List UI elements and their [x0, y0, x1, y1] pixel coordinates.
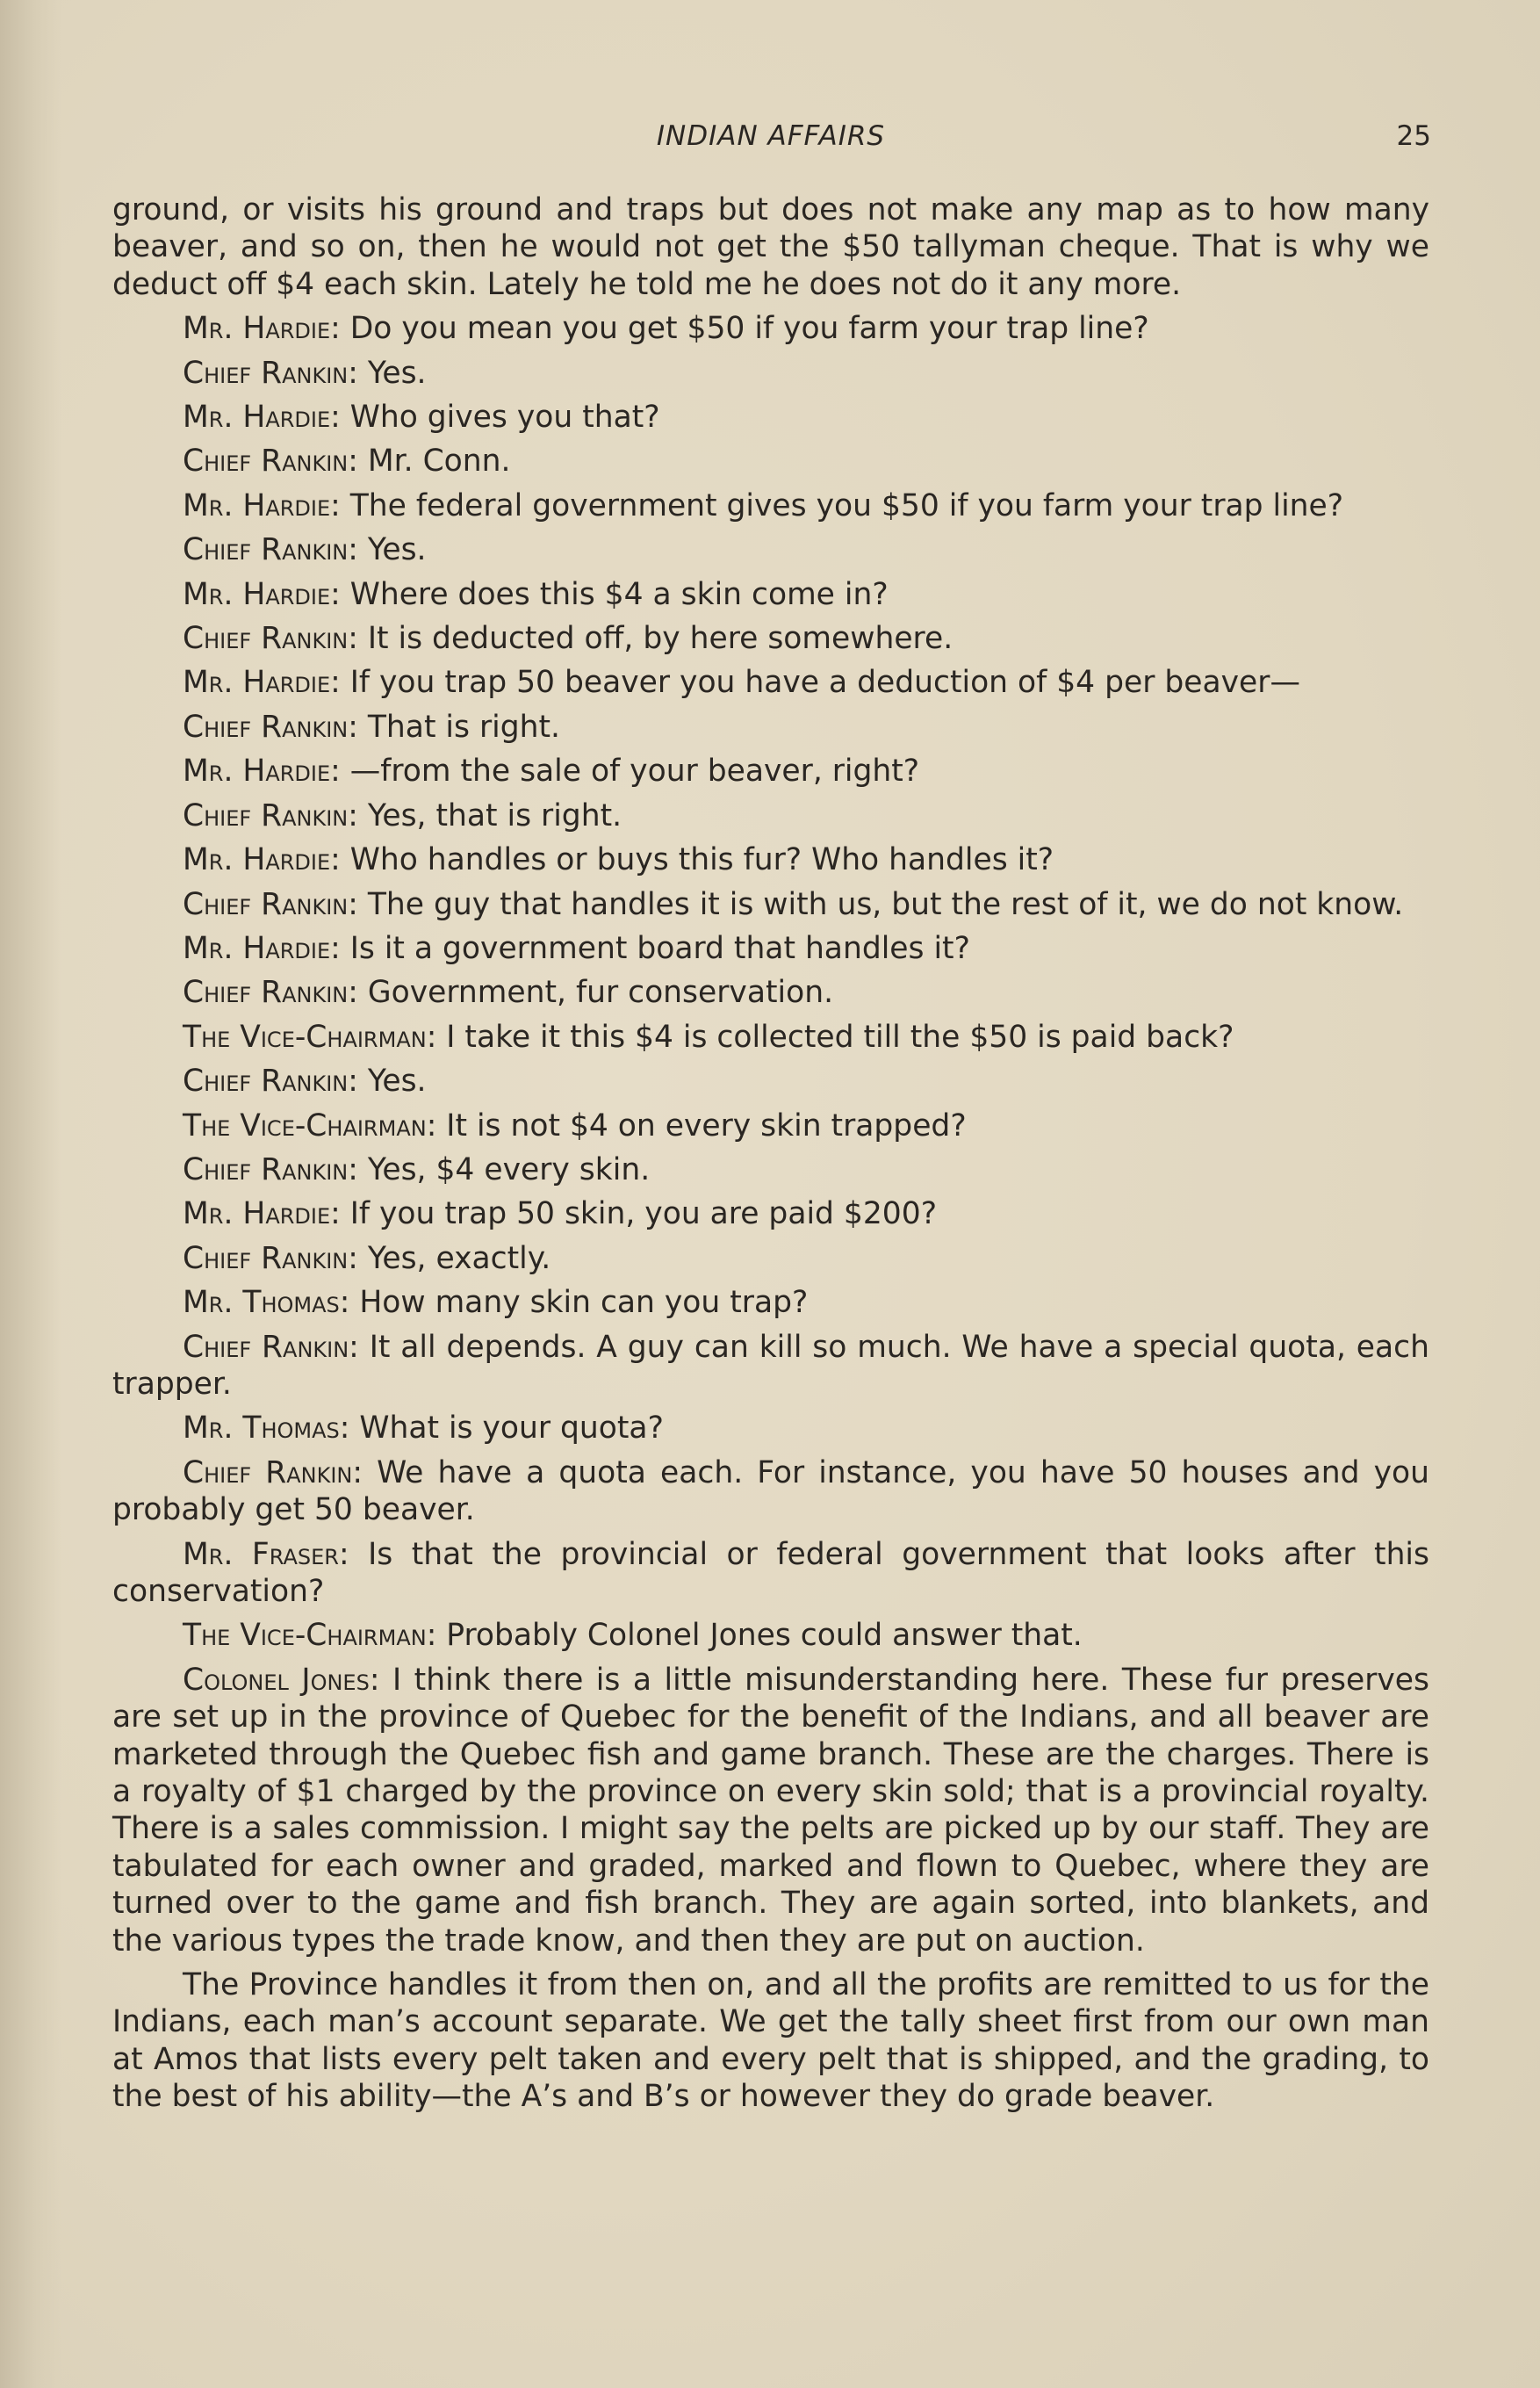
speaker-name: Chief Rankin:: [183, 1329, 359, 1365]
paragraph: [112, 930, 1429, 967]
speaker-name: Mr. Hardie:: [183, 487, 341, 523]
speaker-name: Chief Rankin:: [183, 532, 358, 568]
paragraph-text: The Province handles it from then on, and all the profits are remitted to us for the Indians, each man’s account separate. We get the tally sheet first from our own man at Amos that lists every pelt taken and every pelt that is shipped, and the grading, to the best of his ability—the A’s and B’s or however they do grade beaver.: [112, 1967, 1429, 2115]
paragraph-text: Do you mean you get $50 if you farm your trap line?: [340, 311, 1149, 347]
speaker-name: Chief Rankin:: [183, 797, 358, 833]
paragraph: [112, 399, 1429, 436]
paragraph: [112, 531, 1429, 568]
speaker-name: Mr. Thomas:: [183, 1410, 350, 1447]
paragraph: [112, 1966, 1429, 2116]
paragraph-text: Yes.: [357, 355, 427, 391]
paragraph-text: Yes, $4 every skin.: [357, 1151, 651, 1187]
speaker-name: The Vice-Chairman:: [183, 1618, 437, 1654]
speaker-name: Mr. Fraser:: [183, 1536, 349, 1572]
paragraph: [112, 1410, 1429, 1447]
paragraph: [112, 443, 1429, 480]
paragraph-text: Is it a government board that handles it?: [340, 930, 970, 966]
paragraph: [112, 191, 1429, 303]
paragraph: [112, 1107, 1429, 1144]
paragraph-text: If you trap 50 beaver you have a deduction of $4 per beaver—: [340, 665, 1300, 701]
paragraph: [112, 1329, 1429, 1403]
paragraph-text: —from the sale of your beaver, right?: [340, 754, 920, 790]
paragraph-text: What is your quota?: [349, 1410, 664, 1447]
page-header: [112, 117, 1429, 155]
paragraph: [112, 1063, 1429, 1100]
speaker-name: Mr. Hardie:: [183, 930, 341, 966]
paragraph-text: I think there is a little misunderstanding here. These fur preserves are set up in the province of Quebec for the benefit of the Indians, and all beaver are marketed through the Quebec fish and game branch. These are the charges. There is a royalty of $1 charged by the province on every skin sold; that is a provincial royalty. There is a sales commission. I might say the pelts are picked up by our staff. They are tabulated for each owner and graded, marked and flown to Quebec, where they are turned over to the game and fish branch. They are again sorted, into blankets, and the various types the trade know, and then they are put on auction.: [112, 1662, 1429, 1959]
paragraph: [112, 310, 1429, 347]
speaker-name: The Vice-Chairman:: [183, 1107, 437, 1143]
speaker-name: Colonel Jones:: [183, 1662, 380, 1698]
paragraph-text: If you trap 50 skin, you are paid $200?: [340, 1196, 938, 1232]
paragraph: [112, 487, 1429, 524]
speaker-name: The Vice-Chairman:: [183, 1019, 437, 1055]
paragraph-text: That is right.: [357, 709, 560, 745]
speaker-name: Chief Rankin:: [183, 1151, 358, 1187]
paragraph: [112, 1195, 1429, 1232]
paragraph-text: ground, or visits his ground and traps but does not make any map as to how many beaver, and so on, then he would not get the $50 tallyman cheque. That is why we deduct off $4 each skin. Lately he told me he does not do it any more.: [112, 192, 1429, 302]
paragraph: [112, 1662, 1429, 1959]
paragraph: [112, 709, 1429, 746]
speaker-name: Chief Rankin:: [183, 709, 358, 745]
speaker-name: Chief Rankin:: [183, 444, 358, 480]
paragraph-text: It all depends. A guy can kill so much. We have a special quota, each trapper.: [112, 1329, 1430, 1402]
paragraph: [112, 1454, 1429, 1529]
speaker-name: Chief Rankin:: [183, 355, 358, 391]
speaker-name: Chief Rankin:: [183, 1064, 358, 1100]
paragraph-text: Is that the provincial or federal government that looks after this conservation?: [112, 1536, 1429, 1609]
paragraph-text: We have a quota each. For instance, you have 50 houses and you probably get 50 beaver.: [112, 1454, 1429, 1528]
speaker-name: Mr. Hardie:: [183, 754, 341, 790]
speaker-name: Mr. Hardie:: [183, 665, 341, 701]
paragraph-text: Yes, exactly.: [357, 1240, 551, 1276]
speaker-name: Mr. Hardie:: [183, 311, 341, 347]
paragraph: [112, 355, 1429, 392]
paragraph-text: Who gives you that?: [340, 400, 660, 436]
paragraph-text: Yes.: [357, 1064, 427, 1100]
spine-shadow: [0, 0, 61, 2388]
paragraph-text: How many skin can you trap?: [349, 1285, 809, 1321]
paragraph: [112, 576, 1429, 613]
paragraph-text: The guy that handles it is with us, but the rest of it, we do not know.: [357, 886, 1404, 922]
speaker-name: Chief Rankin:: [183, 886, 358, 922]
speaker-name: Chief Rankin:: [183, 975, 358, 1011]
page-number: 25: [1396, 120, 1431, 152]
paragraph-text: Who handles or buys this fur? Who handles it?: [340, 842, 1054, 878]
speaker-name: Mr. Hardie:: [183, 842, 341, 878]
paragraph: [112, 1536, 1429, 1611]
transcript-body: [112, 191, 1429, 2123]
paragraph: [112, 886, 1429, 923]
paragraph: [112, 1617, 1429, 1654]
paragraph: [112, 1019, 1429, 1056]
speaker-name: Mr. Hardie:: [183, 1196, 341, 1232]
paragraph-text: Where does this $4 a skin come in?: [340, 576, 889, 612]
speaker-name: Mr. Thomas:: [183, 1285, 350, 1321]
paragraph-text: Yes.: [357, 532, 427, 568]
paragraph-text: Probably Colonel Jones could answer that.: [436, 1618, 1083, 1654]
paragraph-text: The federal government gives you $50 if you farm your trap line?: [340, 487, 1344, 523]
paragraph: [112, 841, 1429, 878]
running-head: INDIAN AFFAIRS: [656, 120, 886, 152]
paragraph-text: It is not $4 on every skin trapped?: [436, 1107, 967, 1143]
paragraph: [112, 664, 1429, 701]
speaker-name: Chief Rankin:: [183, 1240, 358, 1276]
speaker-name: Mr. Hardie:: [183, 576, 341, 612]
paragraph: [112, 797, 1429, 834]
speaker-name: Chief Rankin:: [183, 621, 358, 657]
paragraph-text: Yes, that is right.: [357, 797, 622, 833]
paragraph: [112, 974, 1429, 1011]
paragraph-text: I take it this $4 is collected till the $50 is paid back?: [436, 1019, 1234, 1055]
paragraph: [112, 1151, 1429, 1188]
paragraph: [112, 1284, 1429, 1321]
paragraph: [112, 620, 1429, 657]
paragraph-text: It is deducted off, by here somewhere.: [357, 621, 954, 657]
speaker-name: Chief Rankin:: [183, 1454, 363, 1490]
paragraph: [112, 753, 1429, 790]
paragraph-text: Mr. Conn.: [357, 444, 511, 480]
paragraph-text: Government, fur conservation.: [357, 975, 834, 1011]
speaker-name: Mr. Hardie:: [183, 400, 341, 436]
paragraph: [112, 1240, 1429, 1277]
